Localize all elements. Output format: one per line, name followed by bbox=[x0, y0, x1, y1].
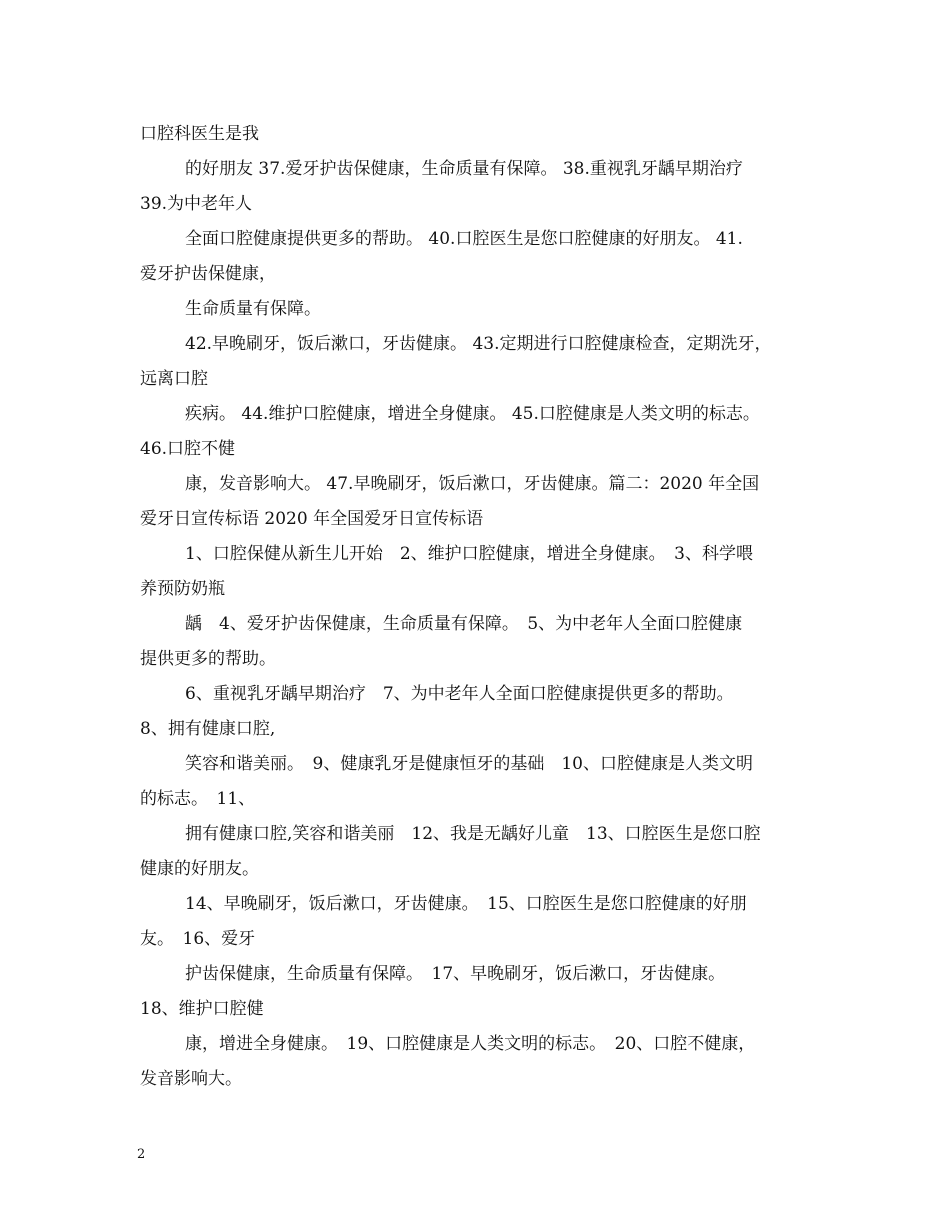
text-line: 龋 4、爱牙护齿保健康，生命质量有保障。 5、为中老年人全面口腔健康 bbox=[185, 614, 743, 634]
text-line: 18、维护口腔健 bbox=[140, 999, 264, 1019]
text-line: 疾病。 44.维护口腔健康，增进全身健康。 45.口腔健康是人类文明的标志。 bbox=[185, 404, 760, 424]
text-line: 8、拥有健康口腔, bbox=[140, 719, 276, 739]
text-line: 的标志。 11、 bbox=[140, 789, 256, 809]
text-line: 康，发音影响大。 47.早晚刷牙，饭后漱口，牙齿健康。篇二：2020 年全国 bbox=[185, 474, 760, 494]
text-line: 爱牙日宣传标语 2020 年全国爱牙日宣传标语 bbox=[140, 509, 484, 529]
text-line: 发音影响大。 bbox=[140, 1069, 242, 1089]
text-line: 14、早晚刷牙，饭后漱口，牙齿健康。 15、口腔医生是您口腔健康的好朋 bbox=[185, 894, 747, 914]
text-line: 拥有健康口腔,笑容和谐美丽 12、我是无龋好儿童 13、口腔医生是您口腔 bbox=[185, 824, 761, 844]
page-number: 2 bbox=[137, 1147, 146, 1162]
text-line: 友。 16、爱牙 bbox=[140, 929, 256, 949]
text-line: 养预防奶瓶 bbox=[140, 579, 225, 599]
text-line: 提供更多的帮助。 bbox=[140, 649, 276, 669]
text-line: 全面口腔健康提供更多的帮助。 40.口腔医生是您口腔健康的好朋友。 41. bbox=[185, 229, 743, 249]
text-line: 口腔科医生是我 bbox=[140, 124, 259, 144]
text-line: 护齿保健康，生命质量有保障。 17、早晚刷牙，饭后漱口，牙齿健康。 bbox=[185, 964, 726, 984]
text-line: 笑容和谐美丽。 9、健康乳牙是健康恒牙的基础 10、口腔健康是人类文明 bbox=[185, 754, 753, 774]
text-line: 42.早晚刷牙，饭后漱口，牙齿健康。 43.定期进行口腔健康检查，定期洗牙， bbox=[185, 334, 772, 354]
text-line: 健康的好朋友。 bbox=[140, 859, 259, 879]
text-line: 生命质量有保障。 bbox=[185, 299, 321, 319]
document-body bbox=[140, 117, 816, 1097]
text-line: 的好朋友 37.爱牙护齿保健康，生命质量有保障。 38.重视乳牙龋早期治疗 bbox=[185, 159, 743, 179]
text-line: 康，增进全身健康。 19、口腔健康是人类文明的标志。 20、口腔不健康， bbox=[185, 1034, 756, 1054]
text-line: 远离口腔 bbox=[140, 369, 208, 389]
text-line: 6、重视乳牙龋早期治疗 7、为中老年人全面口腔健康提供更多的帮助。 bbox=[185, 684, 734, 704]
text-line: 1、口腔保健从新生儿开始 2、维护口腔健康，增进全身健康。 3、科学喂 bbox=[185, 544, 753, 564]
text-line: 爱牙护齿保健康， bbox=[140, 264, 276, 284]
text-line: 39.为中老年人 bbox=[140, 194, 253, 214]
text-line: 46.口腔不健 bbox=[140, 439, 236, 459]
